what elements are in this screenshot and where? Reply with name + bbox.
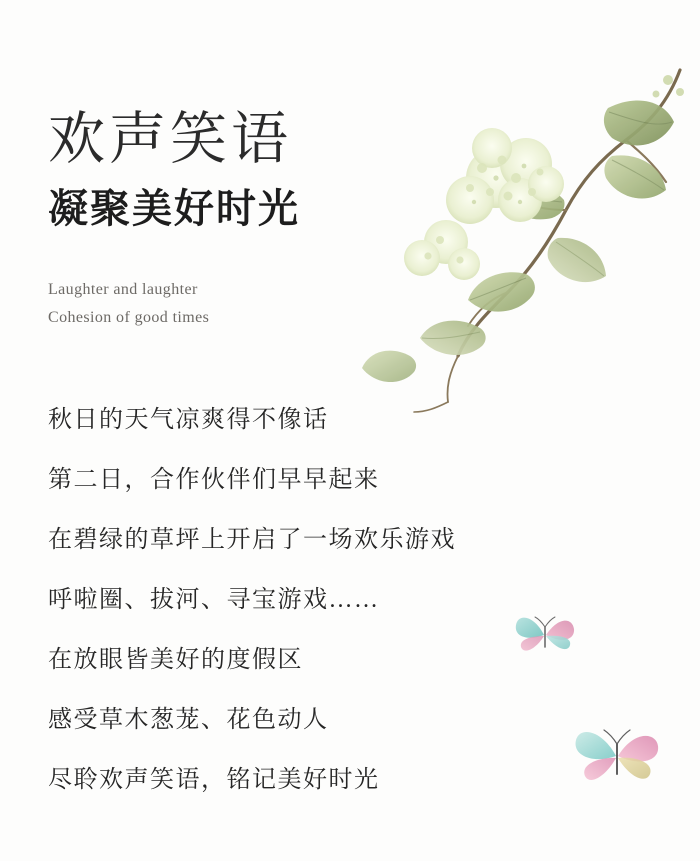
butterfly-illustration-large (570, 718, 665, 798)
english-subtitle-line-2: Cohesion of good times (48, 308, 210, 326)
poem-line: 感受草木葱茏、花色动人 (48, 707, 329, 733)
page-subtitle: 凝聚美好时光 (48, 185, 300, 231)
poem-body (48, 408, 548, 792)
poem-line: 在碧绿的草坪上开启了一场欢乐游戏 (48, 527, 456, 553)
poem-line: 秋日的天气凉爽得不像话 (48, 407, 329, 433)
english-subtitle-line-1: Laughter and laughter (48, 280, 198, 298)
english-subtitle (48, 276, 468, 332)
page-title: 欢声笑语 (48, 108, 292, 171)
poem-line: 在放眼皆美好的度假区 (48, 647, 303, 673)
poem-line: 尽聆欢声笑语，铭记美好时光 (48, 767, 380, 793)
headline-block (48, 108, 468, 332)
poem-line: 呼啦圈、拔河、寻宝游戏…… (48, 587, 380, 613)
poem-line: 第二日，合作伙伴们早早起来 (48, 467, 380, 493)
